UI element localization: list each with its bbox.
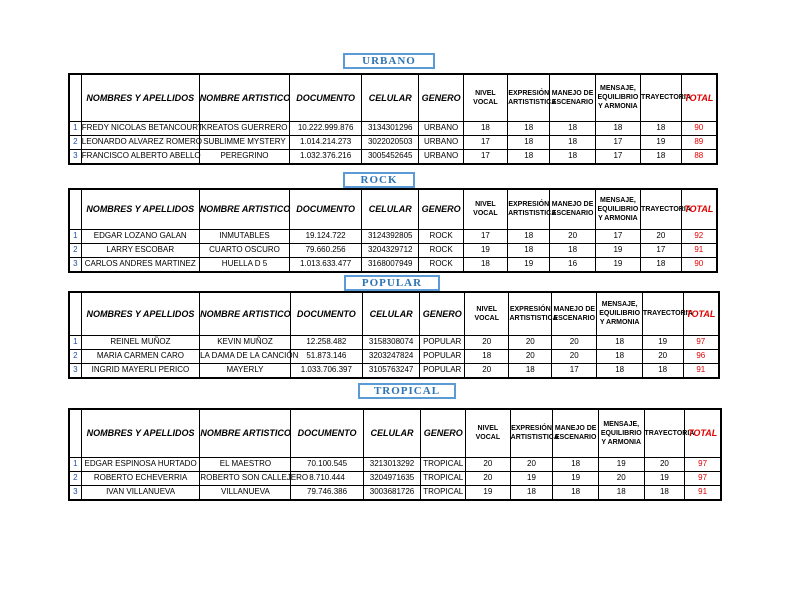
header-index xyxy=(69,74,81,121)
header-total: TOTAL xyxy=(685,409,721,457)
cell-stage: 20 xyxy=(552,335,597,349)
header-mensaje: MENSAJE, EQUILIBRIO Y ARMONIA xyxy=(595,189,640,229)
cell-message: 17 xyxy=(595,135,640,149)
table-header-row xyxy=(69,74,717,121)
header-total: TOTAL xyxy=(683,292,719,335)
cell-stage: 18 xyxy=(553,457,599,471)
cell-total: 96 xyxy=(683,349,719,363)
cell-vocal: 20 xyxy=(464,335,509,349)
cell-name: LARRY ESCOBAR xyxy=(81,243,199,257)
cell-artistic-name: EL MAESTRO xyxy=(200,457,291,471)
row-index: 3 xyxy=(69,149,81,164)
cell-artistic-name: PEREGRINO xyxy=(199,149,290,164)
table-row xyxy=(69,243,717,257)
header-artistico: NOMBRE ARTISTICO xyxy=(200,409,291,457)
cell-genre: URBANO xyxy=(419,149,463,164)
cell-stage: 18 xyxy=(550,149,595,164)
header-index xyxy=(69,409,81,457)
cell-vocal: 19 xyxy=(466,485,511,500)
header-expresion: EXPRESIÓN ARTISTISTICA xyxy=(508,74,550,121)
scores-table-popular xyxy=(68,291,720,379)
header-index xyxy=(69,189,81,229)
header-genero: GENERO xyxy=(420,292,465,335)
cell-message: 19 xyxy=(598,457,644,471)
cell-document: 1.032.376.216 xyxy=(290,149,362,164)
cell-message: 19 xyxy=(595,257,640,272)
cell-name: EDGAR ESPINOSA HURTADO xyxy=(81,457,200,471)
cell-expression: 18 xyxy=(508,229,550,243)
cell-message: 18 xyxy=(595,121,640,135)
cell-stage: 18 xyxy=(550,121,595,135)
row-index: 1 xyxy=(69,335,81,349)
row-index: 2 xyxy=(69,349,81,363)
cell-stage: 16 xyxy=(550,257,595,272)
cell-trajectory: 17 xyxy=(641,243,682,257)
cell-genre: TROPICAL xyxy=(421,485,466,500)
cell-total: 91 xyxy=(683,363,719,378)
scores-table-tropical xyxy=(68,408,722,501)
cell-total: 91 xyxy=(685,485,721,500)
cell-artistic-name: SUBLIMME MYSTERY xyxy=(199,135,290,149)
cell-document: 1.033.706.397 xyxy=(290,363,362,378)
header-mensaje: MENSAJE, EQUILIBRIO Y ARMONIA xyxy=(598,409,644,457)
cell-total: 88 xyxy=(681,149,717,164)
table-row xyxy=(69,349,719,363)
cell-trajectory: 20 xyxy=(642,349,683,363)
header-documento: DOCUMENTO xyxy=(290,189,362,229)
cell-stage: 19 xyxy=(553,471,599,485)
cell-message: 20 xyxy=(598,471,644,485)
cell-artistic-name: MAYERLY xyxy=(200,363,291,378)
header-trayectoria: TRAYECTORIA xyxy=(642,292,683,335)
cell-vocal: 17 xyxy=(463,229,507,243)
scores-table-rock xyxy=(68,188,718,273)
cell-name: FRANCISCO ALBERTO ABELLO xyxy=(81,149,199,164)
header-nombres: NOMBRES Y APELLIDOS xyxy=(81,74,199,121)
header-manejo: MANEJO DE ESCENARIO xyxy=(553,409,599,457)
row-index: 2 xyxy=(69,243,81,257)
cell-vocal: 17 xyxy=(463,149,507,164)
cell-stage: 20 xyxy=(550,229,595,243)
cell-name: IVAN VILLANUEVA xyxy=(81,485,200,500)
cell-phone: 3105763247 xyxy=(362,363,420,378)
table-row xyxy=(69,135,717,149)
row-index: 1 xyxy=(69,229,81,243)
cell-document: 8.710.444 xyxy=(291,471,363,485)
cell-expression: 18 xyxy=(509,363,552,378)
cell-document: 1.014.214.273 xyxy=(290,135,362,149)
cell-stage: 17 xyxy=(552,363,597,378)
cell-vocal: 17 xyxy=(463,135,507,149)
cell-document: 79.746.386 xyxy=(291,485,363,500)
table-row xyxy=(69,485,721,500)
cell-trajectory: 19 xyxy=(641,135,682,149)
cell-message: 17 xyxy=(595,149,640,164)
cell-stage: 18 xyxy=(550,243,595,257)
cell-genre: ROCK xyxy=(419,243,463,257)
header-total: TOTAL xyxy=(681,74,717,121)
section-title-popular: POPULAR xyxy=(344,275,440,291)
row-index: 2 xyxy=(69,471,81,485)
cell-phone: 3134301296 xyxy=(361,121,419,135)
table-header-row xyxy=(69,292,719,335)
section-title-rock: ROCK xyxy=(343,172,415,188)
cell-expression: 18 xyxy=(508,135,550,149)
cell-message: 18 xyxy=(597,335,642,349)
cell-trajectory: 20 xyxy=(644,457,685,471)
header-manejo: MANEJO DE ESCENARIO xyxy=(552,292,597,335)
cell-phone: 3124392805 xyxy=(361,229,419,243)
cell-artistic-name: LA DAMA DE LA CANCIÓN xyxy=(200,349,291,363)
cell-expression: 19 xyxy=(510,471,553,485)
header-artistico: NOMBRE ARTISTICO xyxy=(200,292,291,335)
header-trayectoria: TRAYECTORIA xyxy=(644,409,685,457)
cell-document: 1.013.633.477 xyxy=(290,257,362,272)
cell-message: 19 xyxy=(595,243,640,257)
header-artistico: NOMBRE ARTISTICO xyxy=(199,189,290,229)
cell-genre: POPULAR xyxy=(420,363,465,378)
cell-genre: TROPICAL xyxy=(421,471,466,485)
header-trayectoria: TRAYECTORIA xyxy=(641,189,682,229)
header-total: TOTAL xyxy=(681,189,717,229)
section-title-urbano: URBANO xyxy=(343,53,435,69)
table-row xyxy=(69,335,719,349)
cell-genre: POPULAR xyxy=(420,349,465,363)
cell-artistic-name: KEVIN MUÑOZ xyxy=(200,335,291,349)
cell-phone: 3003681726 xyxy=(363,485,421,500)
header-trayectoria: TRAYECTORIA xyxy=(641,74,682,121)
cell-message: 18 xyxy=(597,363,642,378)
cell-expression: 20 xyxy=(509,335,552,349)
cell-document: 12.258.482 xyxy=(290,335,362,349)
cell-genre: ROCK xyxy=(419,257,463,272)
row-index: 1 xyxy=(69,457,81,471)
table-row xyxy=(69,257,717,272)
cell-document: 10.222.999.876 xyxy=(290,121,362,135)
header-expresion: EXPRESIÓN ARTISTISTICA xyxy=(509,292,552,335)
cell-vocal: 20 xyxy=(464,363,509,378)
cell-vocal: 18 xyxy=(464,349,509,363)
cell-phone: 3213013292 xyxy=(363,457,421,471)
header-genero: GENERO xyxy=(419,189,463,229)
header-index xyxy=(69,292,81,335)
cell-expression: 18 xyxy=(510,485,553,500)
header-mensaje: MENSAJE, EQUILIBRIO Y ARMONIA xyxy=(595,74,640,121)
cell-expression: 20 xyxy=(510,457,553,471)
cell-vocal: 20 xyxy=(466,471,511,485)
cell-artistic-name: ROBERTO SON CALLEJERO xyxy=(200,471,291,485)
cell-total: 90 xyxy=(681,257,717,272)
cell-stage: 20 xyxy=(552,349,597,363)
header-nivel: NIVEL VOCAL xyxy=(463,74,507,121)
cell-total: 89 xyxy=(681,135,717,149)
header-nivel: NIVEL VOCAL xyxy=(466,409,511,457)
cell-name: EDGAR LOZANO GALAN xyxy=(81,229,199,243)
row-index: 1 xyxy=(69,121,81,135)
cell-name: MARIA CARMEN CARO xyxy=(81,349,199,363)
row-index: 3 xyxy=(69,257,81,272)
cell-vocal: 18 xyxy=(463,257,507,272)
row-index: 3 xyxy=(69,485,81,500)
cell-genre: URBANO xyxy=(419,121,463,135)
cell-total: 90 xyxy=(681,121,717,135)
cell-phone: 3022020503 xyxy=(361,135,419,149)
header-celular: CELULAR xyxy=(361,189,419,229)
cell-name: CARLOS ANDRES MARTINEZ xyxy=(81,257,199,272)
cell-trajectory: 18 xyxy=(644,485,685,500)
header-genero: GENERO xyxy=(421,409,466,457)
cell-total: 97 xyxy=(685,471,721,485)
cell-stage: 18 xyxy=(550,135,595,149)
cell-expression: 18 xyxy=(508,149,550,164)
header-nombres: NOMBRES Y APELLIDOS xyxy=(81,189,199,229)
header-expresion: EXPRESIÓN ARTISTISTICA xyxy=(510,409,553,457)
cell-artistic-name: HUELLA D 5 xyxy=(199,257,290,272)
header-celular: CELULAR xyxy=(361,74,419,121)
cell-expression: 18 xyxy=(508,121,550,135)
cell-message: 17 xyxy=(595,229,640,243)
table-header-row xyxy=(69,409,721,457)
header-documento: DOCUMENTO xyxy=(291,409,363,457)
header-nivel: NIVEL VOCAL xyxy=(463,189,507,229)
header-celular: CELULAR xyxy=(363,409,421,457)
cell-genre: URBANO xyxy=(419,135,463,149)
row-index: 2 xyxy=(69,135,81,149)
cell-artistic-name: VILLANUEVA xyxy=(200,485,291,500)
cell-total: 92 xyxy=(681,229,717,243)
header-documento: DOCUMENTO xyxy=(290,292,362,335)
cell-document: 51.873.146 xyxy=(290,349,362,363)
table-row xyxy=(69,149,717,164)
cell-document: 79.660.256 xyxy=(290,243,362,257)
header-artistico: NOMBRE ARTISTICO xyxy=(199,74,290,121)
cell-name: ROBERTO ECHEVERRIA xyxy=(81,471,200,485)
header-nivel: NIVEL VOCAL xyxy=(464,292,509,335)
cell-phone: 3204971635 xyxy=(363,471,421,485)
cell-trajectory: 18 xyxy=(642,363,683,378)
scores-table-urbano xyxy=(68,73,718,165)
cell-vocal: 20 xyxy=(466,457,511,471)
header-nombres: NOMBRES Y APELLIDOS xyxy=(81,292,199,335)
table-header-row xyxy=(69,189,717,229)
cell-expression: 20 xyxy=(509,349,552,363)
cell-trajectory: 19 xyxy=(644,471,685,485)
cell-stage: 18 xyxy=(553,485,599,500)
cell-total: 97 xyxy=(685,457,721,471)
cell-document: 19.124.722 xyxy=(290,229,362,243)
cell-total: 91 xyxy=(681,243,717,257)
cell-expression: 18 xyxy=(508,243,550,257)
cell-trajectory: 18 xyxy=(641,257,682,272)
cell-vocal: 18 xyxy=(463,121,507,135)
header-manejo: MANEJO DE ESCENARIO xyxy=(550,189,595,229)
table-row xyxy=(69,363,719,378)
table-row xyxy=(69,229,717,243)
cell-trajectory: 18 xyxy=(641,121,682,135)
cell-trajectory: 20 xyxy=(641,229,682,243)
cell-vocal: 19 xyxy=(463,243,507,257)
header-nombres: NOMBRES Y APELLIDOS xyxy=(81,409,200,457)
cell-phone: 3005452645 xyxy=(361,149,419,164)
cell-genre: TROPICAL xyxy=(421,457,466,471)
cell-message: 18 xyxy=(597,349,642,363)
cell-artistic-name: KREATOS GUERRERO xyxy=(199,121,290,135)
row-index: 3 xyxy=(69,363,81,378)
cell-genre: POPULAR xyxy=(420,335,465,349)
cell-phone: 3204329712 xyxy=(361,243,419,257)
cell-artistic-name: CUARTO OSCURO xyxy=(199,243,290,257)
table-row xyxy=(69,471,721,485)
table-row xyxy=(69,457,721,471)
cell-trajectory: 18 xyxy=(641,149,682,164)
cell-name: FREDY NICOLAS BETANCOURT xyxy=(81,121,199,135)
table-row xyxy=(69,121,717,135)
cell-trajectory: 19 xyxy=(642,335,683,349)
cell-genre: ROCK xyxy=(419,229,463,243)
header-genero: GENERO xyxy=(419,74,463,121)
cell-total: 97 xyxy=(683,335,719,349)
header-documento: DOCUMENTO xyxy=(290,74,362,121)
cell-expression: 19 xyxy=(508,257,550,272)
cell-name: INGRID MAYERLI PERICO xyxy=(81,363,199,378)
cell-document: 70.100.545 xyxy=(291,457,363,471)
section-title-tropical: TROPICAL xyxy=(358,383,456,399)
cell-phone: 3168007949 xyxy=(361,257,419,272)
header-manejo: MANEJO DE ESCENARIO xyxy=(550,74,595,121)
cell-name: LEONARDO ALVAREZ ROMERO xyxy=(81,135,199,149)
cell-name: REINEL MUÑOZ xyxy=(81,335,199,349)
header-mensaje: MENSAJE, EQUILIBRIO Y ARMONIA xyxy=(597,292,642,335)
header-celular: CELULAR xyxy=(362,292,420,335)
header-expresion: EXPRESIÓN ARTISTISTICA xyxy=(508,189,550,229)
cell-phone: 3158308074 xyxy=(362,335,420,349)
cell-phone: 3203247824 xyxy=(362,349,420,363)
cell-artistic-name: INMUTABLES xyxy=(199,229,290,243)
cell-message: 18 xyxy=(598,485,644,500)
